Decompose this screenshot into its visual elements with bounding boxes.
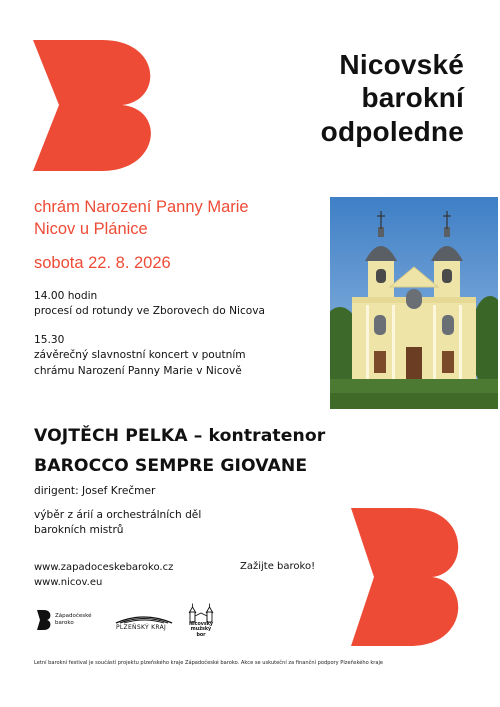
logo-nicov-line-2: mužský bor [190,627,212,638]
logo-kraj-text: PLZEŇSKÝ KRAJ [116,624,167,631]
repertoire [34,508,201,539]
nicov-choir-icon [186,603,216,623]
program-item-2 [34,333,246,379]
program-text-2: závěrečný slavnostní koncert v poutním [34,349,246,362]
logo-baroko-line-2: baroko [55,619,74,626]
repertoire-line-1: výběr z árií a orchestrálních děl [34,509,202,521]
links [34,561,173,590]
performer-line-1: VOJTĚCH PELKA – kontratenor [34,426,326,446]
link-nicov[interactable]: www.nicov.eu [34,576,103,588]
program-text-1: procesí od rotundy ve Zborovech do Nicova [34,305,266,318]
logo-baroko-line-1: Západočeské [55,613,92,619]
baroko-b-logo-large [30,37,160,173]
logo-nicov-choir [186,603,216,638]
program-text-2b: chrámu Narození Panny Marie v Nicově [34,364,242,377]
logo-plzensky-kraj [114,612,174,634]
venue-line-1: chrám Narození Panny Marie [34,198,249,216]
repertoire-line-2: barokních mistrů [34,524,124,537]
performer-line-2: BAROCCO SEMPRE GIOVANE [34,456,308,476]
logo-nicov-line-1: Nicovský [188,622,214,627]
plzensky-kraj-arc-icon [114,612,174,624]
title-line-1: Nicovské [339,49,464,80]
program-time-1: 14.00 hodin [34,290,98,302]
program-time-2: 15.30 [34,334,65,346]
title-line-3: odpoledne [320,115,464,147]
program-item-1 [34,289,265,320]
title-line-2: barokní [361,82,464,114]
venue-line-2: Nicov u Plánice [34,219,148,238]
baroko-b-small-icon [36,609,52,631]
footnote: Letní barokní festival je součástí projektu plzeňského kraje Západočeské baroko. Akce se uskuteční za finanční podpory Plzeňského kraje [34,660,384,666]
event-date: sobota 22. 8. 2026 [34,254,171,272]
page-title [321,48,464,148]
link-zapadoceskebaroko[interactable]: www.zapadoceskebaroko.cz [34,562,174,573]
church-photo [330,197,498,409]
baroko-b-logo-bottom [348,505,466,649]
slogan: Zažijte baroko! [240,561,316,572]
venue [34,197,249,241]
conductor: dirigent: Josef Krečmer [34,485,156,497]
logo-zapadoceske-baroko [36,609,106,633]
